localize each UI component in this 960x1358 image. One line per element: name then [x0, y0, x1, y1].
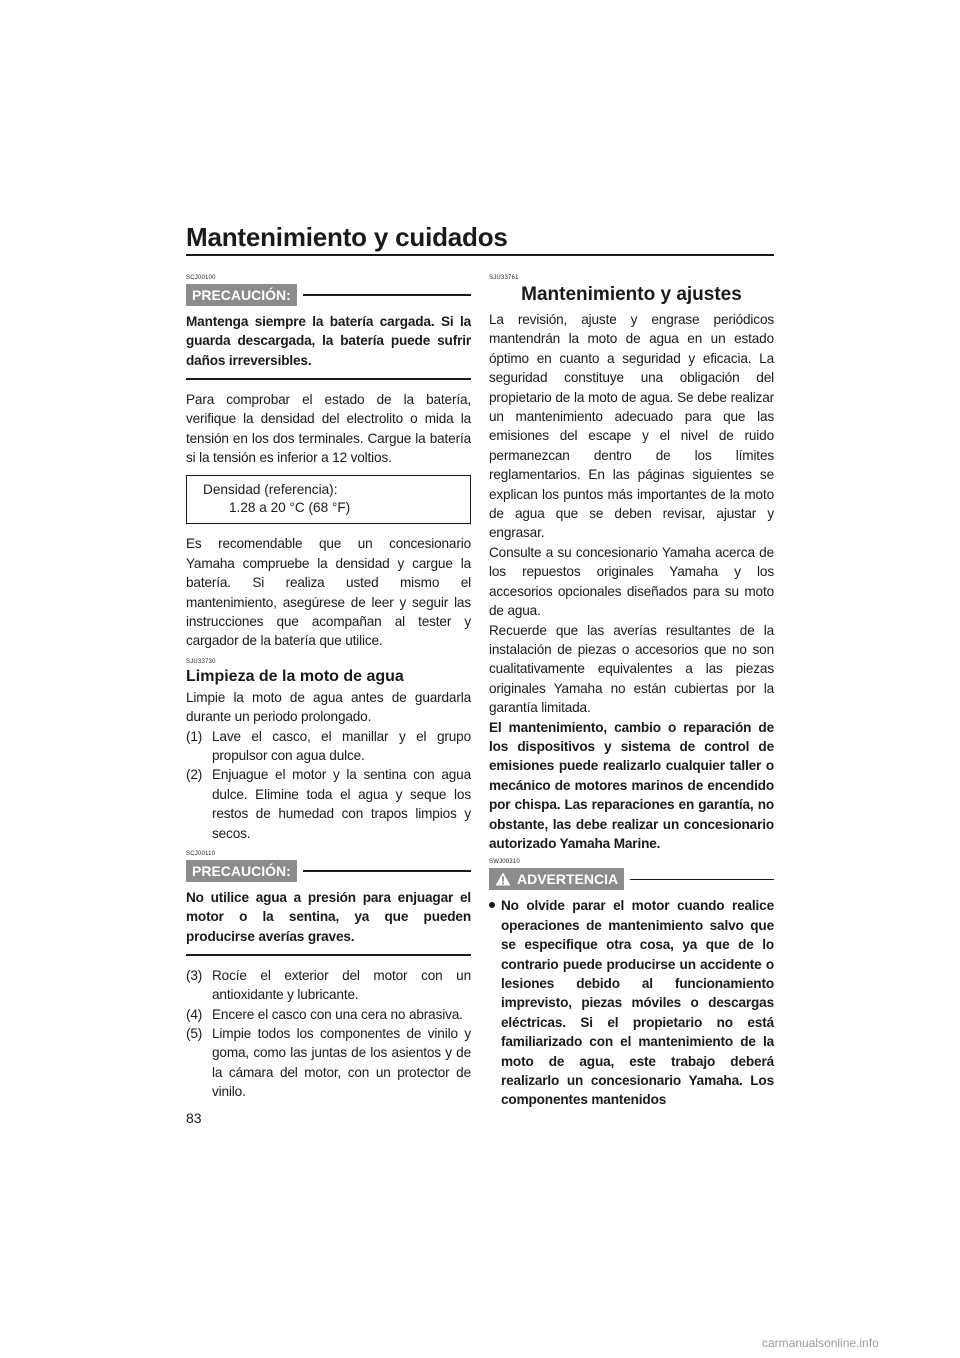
section-title: Limpieza de la moto de agua	[186, 667, 404, 685]
left-column	[186, 275, 471, 1102]
caution-code: SCJ00100	[186, 275, 216, 281]
page-title: Mantenimiento y cuidados	[186, 222, 508, 252]
caution-end-rule	[186, 378, 471, 380]
bullet-icon	[489, 902, 495, 908]
step-text: Rocíe el exterior del motor con un antioxidante y lubricante.	[212, 967, 471, 1003]
step-text: Limpie todos los componentes de vinilo y goma, como las juntas de los asientos y de la cámara del motor, con un protector de vinilo.	[212, 1025, 471, 1100]
step-number: (3)	[186, 967, 203, 983]
step-text: Lave el casco, el manillar y el grupo propulsor con agua dulce.	[212, 728, 471, 763]
dealer-paragraph: Es recomendable que un concesionario Yamaha compruebe la densidad y cargue la batería. Si realiza usted mismo el mantenimiento, asegúrese de leer y seguir las instrucciones que acompañan al tester y cargador de la batería que utilice.	[186, 536, 471, 649]
list-item	[489, 896, 774, 1109]
watermark: carmanualsonline.info	[762, 1336, 879, 1350]
step-number: (5)	[186, 1025, 203, 1041]
section-code: SJU33730	[186, 658, 216, 665]
caution-header	[186, 284, 471, 306]
cleaning-steps-a	[186, 727, 471, 843]
header-rule	[186, 254, 774, 256]
spec-box	[186, 475, 471, 524]
cleaning-steps-b	[186, 966, 471, 1102]
warning-header	[489, 868, 774, 890]
step-number: (1)	[186, 728, 203, 744]
spec-label: Densidad (referencia):	[203, 482, 338, 498]
warranty-paragraph: Recuerde que las averías resultantes de la instalación de piezas o accesorios que no son cualitativamente equivalentes a las piezas originales Yamaha no están cubiertas por la garantía limitada.	[489, 622, 774, 716]
warning-label: ADVERTENCIA	[517, 871, 619, 888]
step-text: Enjuague el motor y la sentina con agua dulce. Elimine toda el agua y seque los restos de humedad con trapos limpios y secos.	[212, 767, 471, 841]
warning-triangle-icon	[495, 872, 511, 886]
caution-rule	[303, 870, 471, 872]
maintenance-paragraph: La revisión, ajuste y engrase periódicos mantendrán la moto de agua en un estado óptimo en cuanto a seguridad y eficacia. La seguridad constituye una obligación del propietario de la moto de agua. Se debe realizar un mantenimiento adecuado para que las emisiones del escape y el nivel de ruido permanezcan dentro de los límites reglamentarios. En las páginas siguientes se explican los puntos más importantes de la moto de agua que se deben revisar, ajustar y engrasar.	[489, 312, 774, 541]
list-item	[186, 765, 471, 843]
section-code: SJU33761	[489, 275, 519, 281]
warning-rule	[630, 879, 774, 881]
step-text: Encere el casco con una cera no abrasiva.	[212, 1006, 463, 1022]
caution-code: SCJ00110	[186, 851, 216, 858]
list-item	[186, 727, 471, 766]
page-number: 83	[186, 1110, 202, 1126]
caution-rule	[303, 294, 471, 296]
step-number: (4)	[186, 1006, 203, 1022]
caution-text: Mantenga siempre la batería cargada. Si la guarda descargada, la batería puede sufrir daños irreversibles.	[186, 314, 471, 368]
cleaning-intro: Limpie la moto de agua antes de guardarla durante un periodo prolongado.	[186, 689, 471, 725]
warning-label-box	[489, 868, 624, 890]
warning-code: SWJ00310	[489, 859, 520, 866]
caution-label: PRECAUCIÓN:	[186, 860, 297, 882]
spec-value: 1.28 a 20 °C (68 °F)	[229, 500, 351, 516]
section-title: Mantenimiento y ajustes	[521, 284, 742, 305]
warning-bullets	[489, 896, 774, 1109]
parts-paragraph: Consulte a su concesionario Yamaha acerca de los repuestos originales Yamaha y los accesorios opcionales diseñados para su moto de agua.	[489, 544, 774, 619]
caution-end-rule	[186, 954, 471, 956]
caution-label: PRECAUCIÓN:	[186, 284, 297, 306]
list-item	[186, 966, 471, 1005]
step-number: (2)	[186, 767, 203, 783]
emissions-paragraph: El mantenimiento, cambio o reparación de los dispositivos y sistema de control de emisiones puede realizarlo cualquier taller o mecánico de motores marinos de encendido por chispa. Las reparaciones en garantía, no obstante, las debe realizar un concesionario autorizado Yamaha Marine.	[489, 719, 774, 851]
list-item	[186, 1024, 471, 1102]
warning-text: No olvide parar el motor cuando realice operaciones de mantenimiento salvo que se especifique otra cosa, ya que de lo contrario puede producirse un accidente o lesiones debido al funcionamiento imprevisto, piezas móviles o descargas eléctricas. Si el propietario no está familiarizado con el mantenimiento de la moto de agua, este trabajo deberá realizarlo un concesionario Yamaha. Los componentes mantenidos	[501, 898, 774, 1108]
caution-text: No utilice agua a presión para enjuagar el motor o la sentina, ya que pueden producirse averías graves.	[186, 890, 471, 944]
list-item	[186, 1005, 471, 1024]
right-column	[489, 275, 774, 1110]
battery-paragraph: Para comprobar el estado de la batería, verifique la densidad del electrolito o mida la tensión en los dos terminales. Cargue la batería si la tensión es inferior a 12 voltios.	[186, 391, 471, 465]
caution-header	[186, 860, 471, 882]
